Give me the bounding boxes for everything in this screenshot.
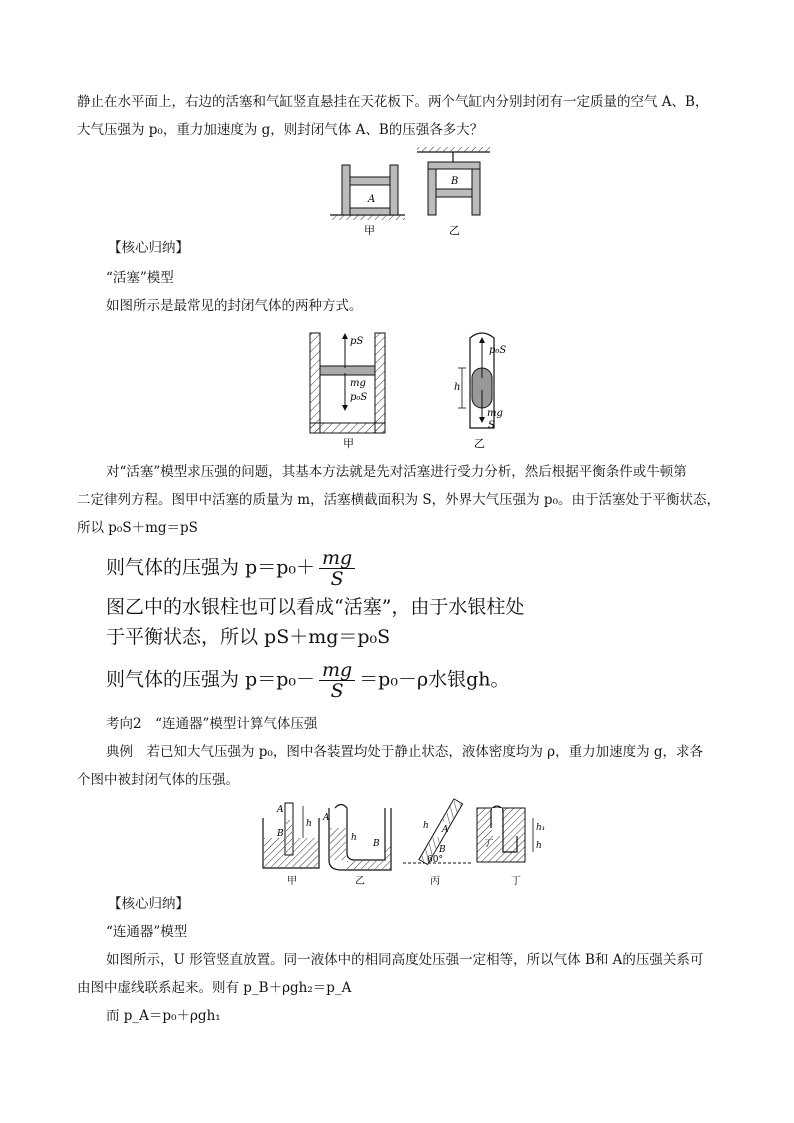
fig2-p0s-right: p₀S	[489, 345, 507, 356]
formula-4-num: mg	[319, 660, 355, 681]
fig3-caption-1: 甲	[287, 876, 297, 887]
section1-heading: 【核心归纳】	[108, 240, 189, 256]
para1-line-3: 所以 p₀S＋mg＝pS	[77, 520, 198, 536]
formula-4-suffix: ＝p₀－ρ水银gh。	[359, 668, 510, 691]
intro-line-2: 大气压强为 p₀，重力加速度为 g，则封闭气体 A、B的压强各多大？	[77, 122, 484, 138]
formula-line-3: 于平衡状态，所以 pS＋mg＝p₀S	[106, 626, 391, 648]
fig3-angle: 60°	[427, 855, 443, 865]
fig1-label-b: B	[451, 176, 459, 187]
section1-model: “活塞”模型	[106, 270, 174, 286]
section3-line-1: 如图所示，U 形管竖直放置。同一液体中的相同高度处压强一定相等，所以气体 B和 A的压强关系可	[106, 952, 704, 968]
fig3-h-3: h	[423, 821, 429, 831]
section2-heading: 考向2 “连通器”模型计算气体压强	[106, 716, 318, 732]
example-line-2: 个图中被封闭气体的压强。	[77, 772, 239, 788]
figure-connected-vessels	[255, 798, 555, 890]
fig3-b-1: B	[277, 829, 284, 839]
fig3-h-1: h	[306, 819, 312, 829]
fig3-d-label: 丁	[483, 839, 493, 849]
formula-4-den: S	[330, 680, 344, 702]
fig2-p0s: p₀S	[350, 392, 368, 403]
fig1-caption-left: 甲	[364, 224, 375, 237]
fig2-ps: pS	[350, 336, 364, 347]
fig3-caption-4: 丁	[511, 876, 521, 887]
fig3-h-2: h	[351, 833, 357, 843]
fig2-mg: mg	[350, 378, 366, 389]
fig3-h1: h₁	[536, 823, 546, 833]
fig3-caption-3: 丙	[430, 876, 440, 887]
intro-line-1: 静止在水平面上，右边的活塞和气缸竖直悬挂在天花板下。两个气缸内分别封闭有一定质量的空气 A、B，	[77, 94, 709, 110]
section1-desc: 如图所示是最常见的封闭气体的两种方式。	[106, 298, 363, 314]
section3-model: “连通器”模型	[106, 924, 188, 940]
fig3-h-4: h	[536, 841, 542, 851]
example-line-1: 典例 若已知大气压强为 p₀，图中各装置均处于静止状态，液体密度均为 ρ，重力加速度为 g，求各	[106, 744, 704, 760]
formula-1-prefix: 则气体的压强为 p＝p₀＋	[106, 556, 315, 579]
figure-cylinders	[320, 140, 500, 240]
fig3-caption-2: 乙	[355, 876, 365, 887]
fig2-caption-right: 乙	[474, 437, 485, 450]
section3-line-2: 由图中虚线联系起来。则有 p_B＋ρgh₂＝p_A	[77, 980, 352, 996]
fig3-b-3: B	[439, 845, 446, 855]
fig1-caption-right: 乙	[449, 224, 460, 237]
formula-4-fraction	[319, 660, 355, 701]
formula-4	[106, 660, 510, 701]
para1-line-2: 二定律列方程。图甲中活塞的质量为 m，活塞横截面积为 S，外界大气压强为 p₀。由于活塞处于平衡状态，	[77, 492, 720, 508]
fig3-a-3: A	[442, 825, 449, 835]
section3-line-3: 而 p_A＝p₀＋ρgh₁	[106, 1008, 221, 1024]
section3-heading: 【核心归纳】	[108, 896, 189, 912]
formula-1-den: S	[330, 568, 344, 590]
fig3-a-1: A	[277, 805, 284, 815]
figure-piston-models	[300, 328, 530, 453]
formula-4-prefix: 则气体的压强为 p＝p₀－	[106, 668, 315, 691]
fig2-h: h	[454, 382, 461, 393]
fig1-label-a: A	[368, 194, 376, 205]
fig3-b-2: B	[373, 839, 380, 849]
fig2-mg-right: mg	[487, 408, 503, 419]
fig2-s-right: S	[488, 420, 495, 431]
para1-line-1: 对“活塞”模型求压强的问题，其基本方法就是先对活塞进行受力分析，然后根据平衡条件或牛顿第	[106, 464, 687, 480]
formula-1	[106, 548, 359, 589]
fig2-caption-left: 甲	[343, 437, 354, 450]
formula-1-fraction	[319, 548, 355, 589]
fig3-a-2: A	[323, 813, 330, 823]
formula-line-2: 图乙中的水银柱也可以看成“活塞”，由于水银柱处	[106, 596, 525, 618]
formula-1-num: mg	[319, 548, 355, 569]
